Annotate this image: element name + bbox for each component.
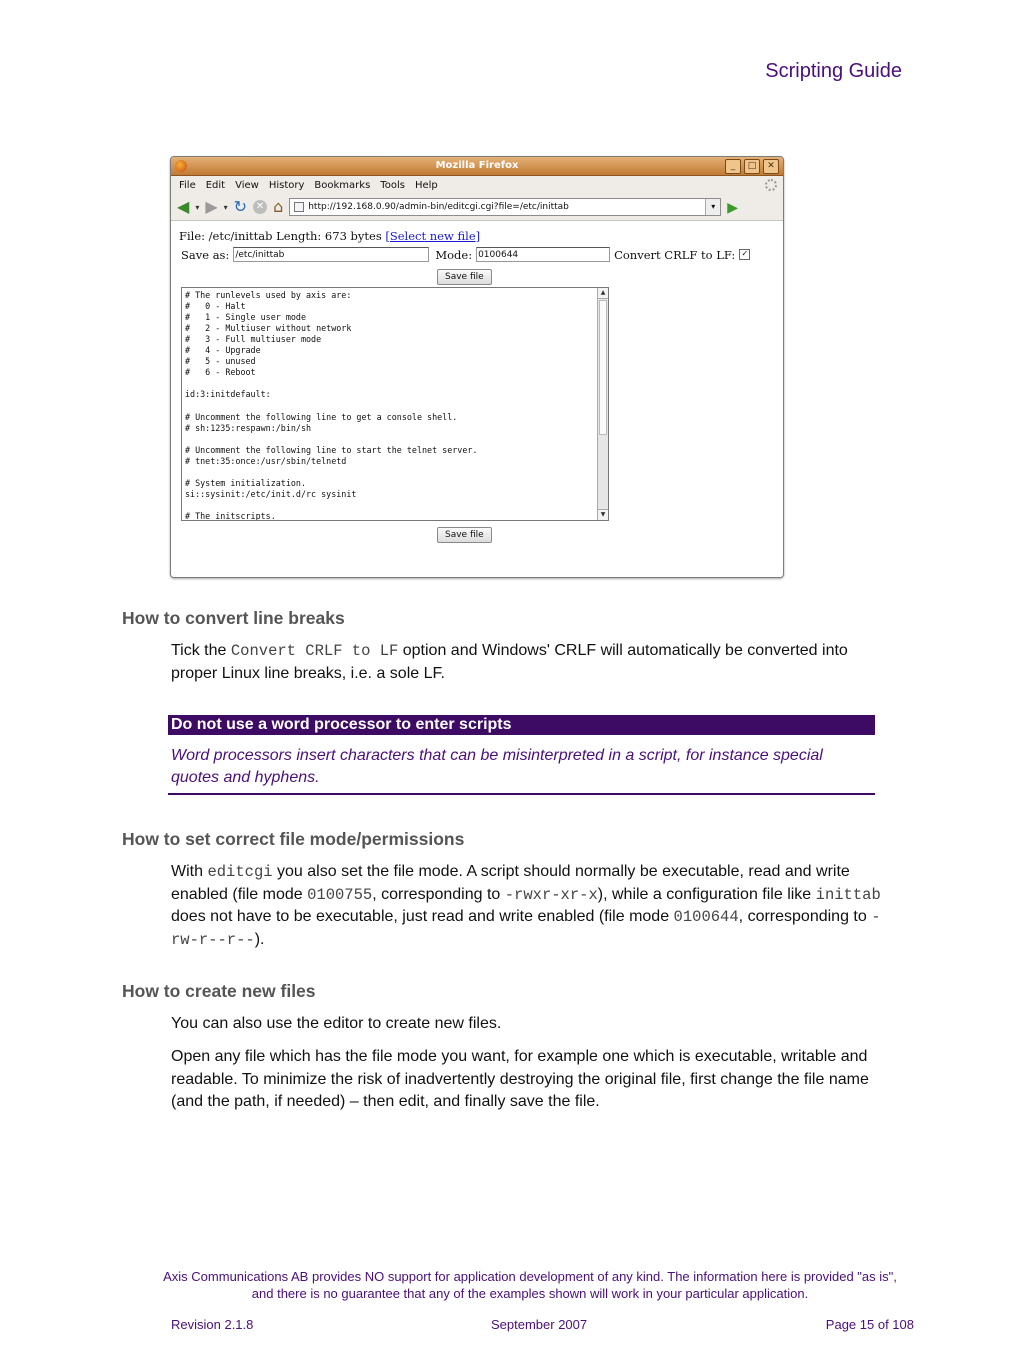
- file-info: File: /etc/inittab Length: 673 bytes: [179, 229, 382, 243]
- menu-edit[interactable]: Edit: [205, 179, 226, 191]
- scroll-down-arrow-icon[interactable]: ▼: [598, 509, 608, 520]
- reload-icon[interactable]: ↻: [233, 197, 248, 216]
- select-new-file-link[interactable]: [Select new file]: [385, 229, 481, 243]
- url-dropdown-chevron-icon[interactable]: ▾: [705, 199, 720, 215]
- window-title-bar: [171, 157, 783, 176]
- back-arrow-icon[interactable]: ◀: [177, 197, 190, 216]
- footer-revision: Revision 2.1.8: [171, 1317, 254, 1332]
- go-arrow-icon[interactable]: ▶: [727, 198, 738, 215]
- textarea-scrollbar[interactable]: [597, 288, 608, 520]
- maximize-button[interactable]: □: [744, 159, 760, 174]
- heading-convert-line-breaks: How to convert line breaks: [122, 608, 345, 628]
- file-info-line: [179, 229, 480, 243]
- minimize-button[interactable]: _: [725, 159, 741, 174]
- note-heading: Do not use a word processor to enter scripts: [168, 715, 875, 735]
- menu-help[interactable]: Help: [414, 179, 438, 191]
- url-bar[interactable]: [289, 198, 721, 216]
- note-body: Word processors insert characters that can be misinterpreted in a script, for instance special quotes and hyphens.: [171, 747, 823, 786]
- text: , corresponding to: [372, 885, 505, 903]
- window-controls: [725, 159, 779, 174]
- home-icon[interactable]: ⌂: [273, 197, 284, 216]
- code-editcgi: editcgi: [207, 863, 273, 881]
- save-as-input[interactable]: /etc/inittab: [233, 247, 429, 262]
- convert-crlf-checkbox[interactable]: ✓: [739, 249, 750, 260]
- scroll-up-arrow-icon[interactable]: ▲: [598, 288, 608, 299]
- throbber-icon: [765, 179, 777, 191]
- save-file-button-top[interactable]: Save file: [437, 269, 492, 285]
- paragraph-create-1: You can also use the editor to create new files.: [171, 1015, 502, 1032]
- navigation-toolbar: [171, 194, 783, 221]
- footer-page-number: Page 15 of 108: [825, 1317, 914, 1332]
- code-mode-644: 0100644: [673, 908, 739, 926]
- text: ), while a configuration file like: [597, 885, 816, 903]
- firefox-screenshot: [170, 156, 784, 578]
- save-row: [181, 247, 750, 262]
- footer-disclaimer: Axis Communications AB provides NO support for application development of any kind. The information here is provided "as is", and there is no guarantee that any of the examples shown will work in your particular application.: [163, 1269, 897, 1301]
- code-convert-crlf: Convert CRLF to LF: [230, 642, 399, 660]
- paragraph-create-2: Open any file which has the file mode you want, for example one which is executable, writable and readable. To minimize the risk of inadvertently destroying the original file, first change the file name (and the path, if needed) – then edit, and finally save the file.: [171, 1048, 869, 1110]
- text: Tick the: [171, 642, 231, 659]
- scroll-thumb[interactable]: [599, 300, 607, 435]
- footer-date: September 2007: [491, 1317, 588, 1332]
- back-history-chevron-icon[interactable]: ▾: [195, 202, 200, 212]
- url-text: http://192.168.0.90/admin-bin/editcgi.cgi?file=/etc/inittab: [308, 202, 569, 212]
- text: you also set the file mode. A script should normally be executable, read and write enabled (file mode: [171, 863, 850, 903]
- text: option and Windows' CRLF will automatically be converted into proper Linux line breaks, i.e. a sole LF.: [171, 642, 848, 682]
- mode-input[interactable]: 0100644: [476, 247, 610, 262]
- menu-file[interactable]: File: [179, 179, 196, 191]
- stop-icon[interactable]: ✕: [253, 200, 267, 214]
- page-icon: [294, 202, 304, 212]
- page-content: [171, 221, 783, 577]
- heading-file-mode: How to set correct file mode/permissions: [122, 829, 465, 849]
- header-title: Scripting Guide: [765, 60, 902, 82]
- code-inittab: inittab: [815, 885, 881, 904]
- save-file-button-bottom[interactable]: Save file: [437, 527, 492, 543]
- close-button[interactable]: ✕: [763, 159, 779, 174]
- paragraph-convert: [171, 640, 886, 685]
- save-as-label: Save as:: [181, 247, 230, 262]
- menu-tools[interactable]: Tools: [380, 179, 405, 191]
- code-mode-755: 0100755: [307, 885, 373, 904]
- forward-history-chevron-icon[interactable]: ▾: [223, 202, 228, 212]
- file-content-textarea[interactable]: [181, 287, 609, 521]
- menu-history[interactable]: History: [268, 179, 305, 191]
- text: , corresponding to: [738, 908, 872, 925]
- window-title: Mozilla Firefox: [435, 160, 519, 171]
- text: With: [171, 863, 208, 880]
- convert-crlf-label: Convert CRLF to LF:: [614, 247, 736, 262]
- note-divider: [168, 793, 875, 795]
- menu-view[interactable]: View: [235, 179, 259, 191]
- menu-bar: [171, 176, 783, 194]
- heading-create-files: How to create new files: [122, 981, 316, 1001]
- text: does not have to be executable, just read and write enabled (file mode: [171, 908, 674, 925]
- paragraph-file-mode: [171, 861, 899, 951]
- file-content-text: # The runlevels used by axis are: # 0 - Halt # 1 - Single user mode # 2 - Multiuser without network # 3 - Full multiuser mode # 4 - Upgrade # 5 - unused # 6 - Reboot id:3:initdefault: # Uncomment the following line to get a console shell. # sh:1235:respawn:/bin/sh # Uncomment the following line to start the telnet server. # tnet:35:once:/usr/sbin/telnetd # System initialization. si::sysinit:/etc/init.d/rc sysinit # The initscripts.: [185, 290, 478, 521]
- mode-label: Mode:: [435, 247, 473, 262]
- text: ).: [254, 930, 265, 948]
- code-rw-r--r--: -rw-r--r--: [171, 908, 881, 949]
- menu-bookmarks[interactable]: Bookmarks: [314, 179, 371, 191]
- code-rwxr-xr-x: -rwxr-xr-x: [504, 885, 598, 904]
- forward-arrow-icon[interactable]: ▶: [205, 197, 218, 216]
